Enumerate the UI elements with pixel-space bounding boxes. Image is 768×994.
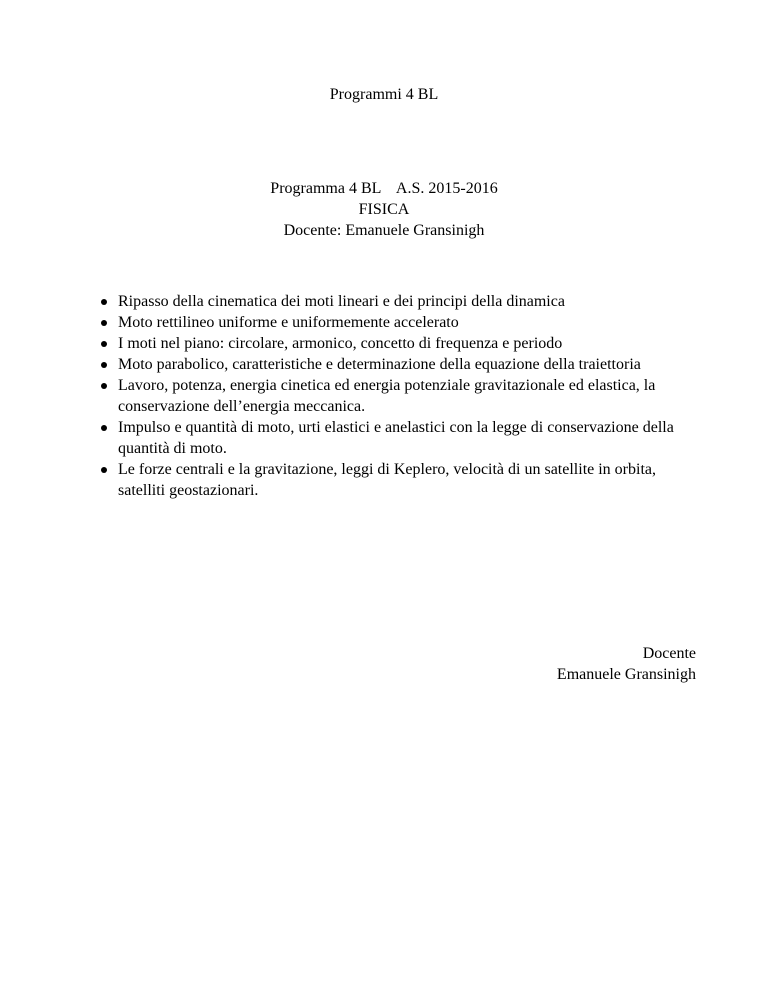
topic-text: Impulso e quantità di moto, urti elastici e anelastici con la legge di conservazione della quantità di moto. xyxy=(118,419,674,457)
topic-text: Moto parabolico, caratteristiche e determinazione della equazione della traiettoria xyxy=(118,356,641,373)
list-item xyxy=(94,375,694,417)
bullet-icon xyxy=(101,320,107,326)
list-item xyxy=(94,459,694,501)
topic-text: Lavoro, potenza, energia cinetica ed energia potenziale gravitazionale ed elastica, la conservazione dell’energia meccanica. xyxy=(118,377,656,415)
page-title: Programmi 4 BL xyxy=(329,86,439,103)
teacher-line: Docente: Emanuele Gransinigh xyxy=(283,222,485,239)
bullet-icon xyxy=(101,383,107,389)
list-item xyxy=(94,354,694,375)
signature-block xyxy=(557,643,696,685)
list-item xyxy=(94,291,694,312)
list-item xyxy=(94,333,694,354)
bullet-icon xyxy=(101,362,107,368)
list-item xyxy=(94,417,694,459)
list-item xyxy=(94,312,694,333)
bullet-icon xyxy=(101,425,107,431)
program-line: Programma 4 BL A.S. 2015-2016 xyxy=(270,180,498,197)
topic-text: Le forze centrali e la gravitazione, leggi di Keplero, velocità di un satellite in orbita, satelliti geostazionari. xyxy=(118,461,656,499)
topic-text: I moti nel piano: circolare, armonico, concetto di frequenza e periodo xyxy=(118,335,563,352)
signature-name: Emanuele Gransinigh xyxy=(556,666,696,683)
topic-list xyxy=(94,291,694,501)
topic-text: Moto rettilineo uniforme e uniformemente accelerato xyxy=(118,314,459,331)
bullet-icon xyxy=(101,299,107,305)
topic-text: Ripasso della cinematica dei moti lineari e dei principi della dinamica xyxy=(118,293,565,310)
subject-line: FISICA xyxy=(358,201,410,218)
signature-role: Docente xyxy=(642,645,696,662)
bullet-icon xyxy=(101,341,107,347)
bullet-icon xyxy=(101,467,107,473)
program-header xyxy=(0,178,768,241)
